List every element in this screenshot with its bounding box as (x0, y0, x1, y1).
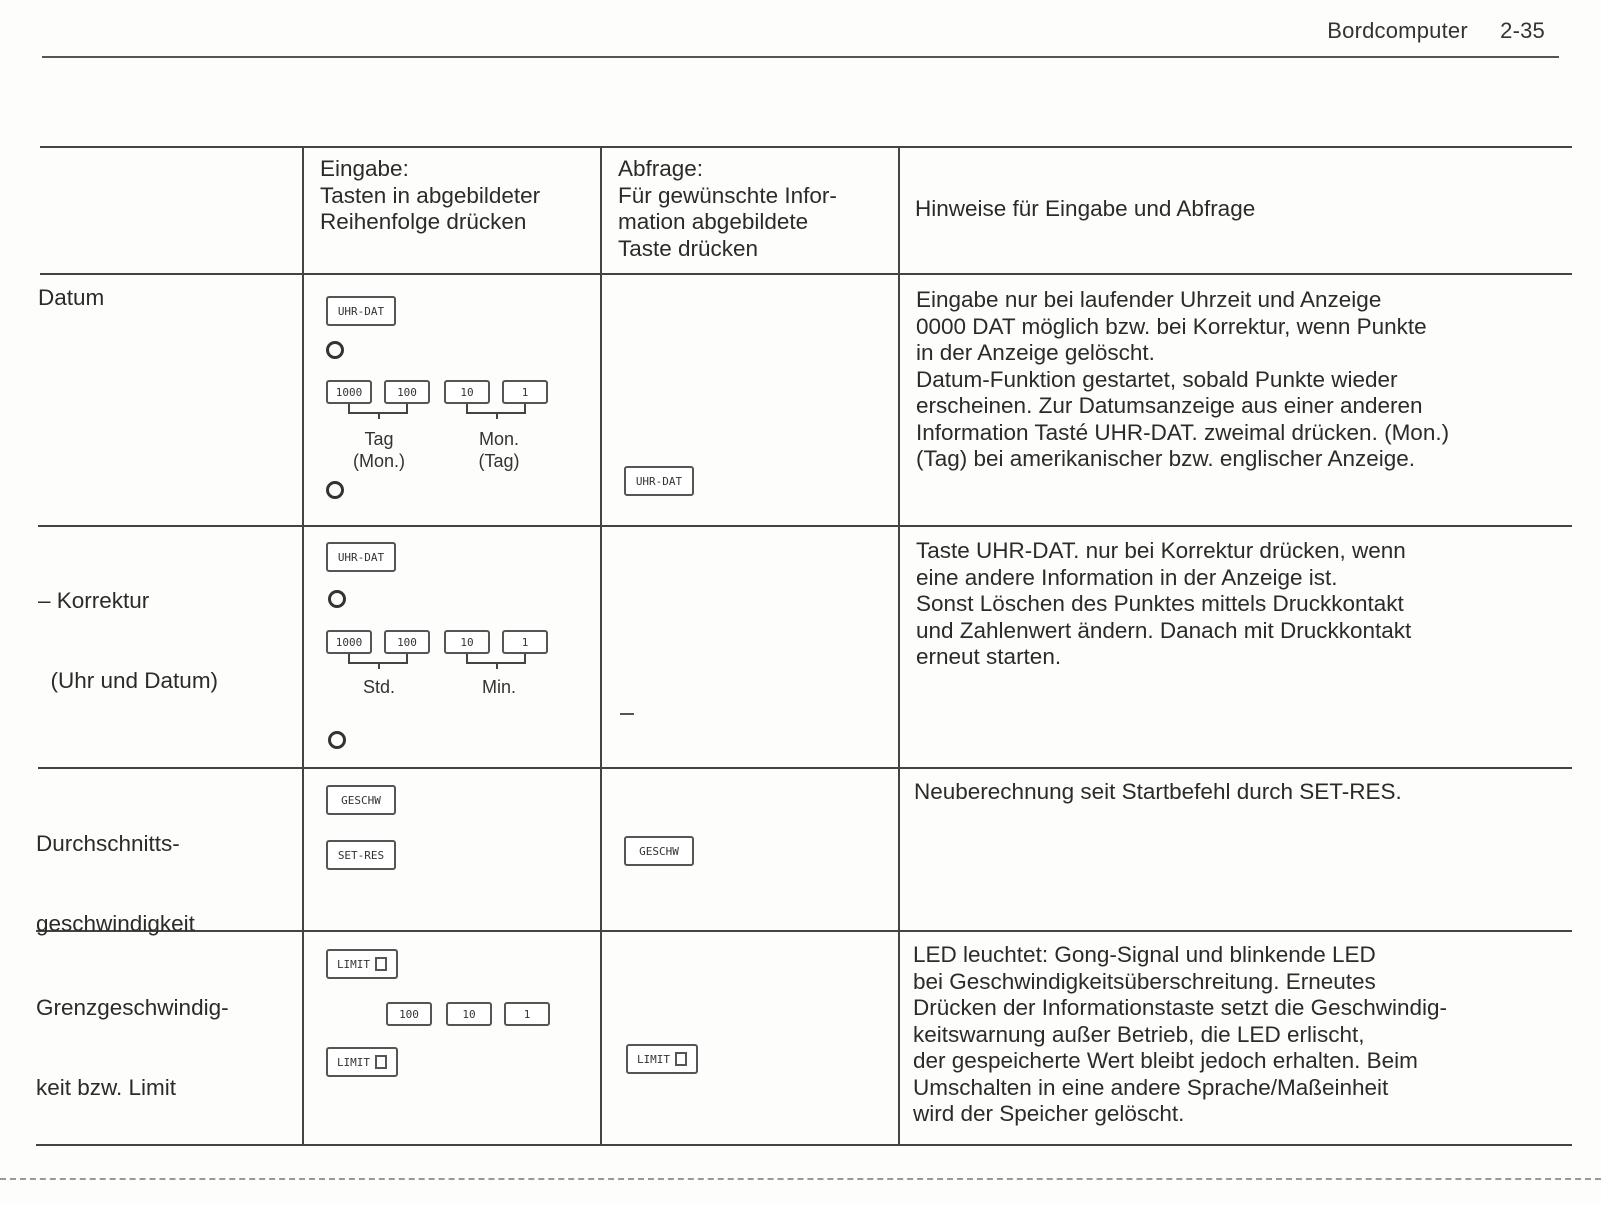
note-line: LED leuchtet: Gong-Signal und blinkende LED (913, 942, 1376, 967)
sub-label-line: Tag (364, 429, 394, 449)
sub-label-line: (Mon.) (352, 451, 405, 471)
key-1000: 1000 (326, 380, 372, 404)
column-rule-1 (302, 146, 304, 1144)
query-header-line: Abfrage: (618, 156, 704, 181)
page-number: 2-35 (1500, 18, 1545, 43)
column-rule-2 (600, 146, 602, 1144)
key-10: 10 (446, 1002, 492, 1026)
key-100: 100 (386, 1002, 432, 1026)
row-rule-2 (38, 767, 1572, 769)
digit-group-brace (466, 654, 526, 664)
key-100: 100 (384, 380, 430, 404)
column-rule-3 (898, 146, 900, 1144)
row-rule-1 (38, 525, 1572, 527)
header-bottom-rule (40, 273, 1572, 275)
note-line: in der Anzeige gelöscht. (916, 340, 1155, 365)
table-top-rule (40, 146, 1572, 148)
section-title: Bordcomputer (1327, 18, 1468, 43)
contact-circle-icon (326, 481, 344, 499)
notes-limit (913, 942, 1447, 1128)
note-line: bei Geschwindigkeitsüberschreitung. Erneutes (913, 968, 1376, 994)
key-1: 1 (504, 1002, 550, 1026)
query-header-line: Taste drücken (618, 235, 759, 261)
led-indicator-icon (375, 957, 387, 971)
row-rule-3 (36, 930, 1572, 932)
page-bottom-edge (0, 1178, 1601, 1180)
note-line: Eingabe nur bei laufender Uhrzeit und Anzeige (916, 287, 1382, 312)
sub-label-minutes: Min. (481, 677, 516, 697)
note-line: Datum-Funktion gestartet, sobald Punkte wieder (916, 366, 1398, 392)
contact-circle-icon (326, 341, 344, 359)
row-label-limit (36, 942, 229, 1154)
note-line: Information Tasté UHR-DAT. zweimal drücken. (Mon.) (916, 419, 1450, 445)
set-res-key: SET-RES (326, 840, 396, 870)
note-line: und Zahlenwert ändern. Danach mit Druckkontakt (916, 617, 1412, 643)
function-table (36, 146, 1572, 1170)
uhr-dat-key: UHR-DAT (326, 296, 396, 326)
query-header-line: Für gewünschte Infor- (618, 182, 837, 208)
row-label-line: – Korrektur (38, 588, 150, 613)
contact-circle-icon (328, 731, 346, 749)
limit-key (326, 949, 398, 979)
limit-key-label: LIMIT (336, 1055, 371, 1069)
notes-average-speed: Neuberechnung seit Startbefehl durch SET-RES. (914, 779, 1402, 804)
notes-datum (916, 287, 1449, 473)
key-1000: 1000 (326, 630, 372, 654)
led-indicator-icon (675, 1052, 687, 1066)
query-uhr-dat-key: UHR-DAT (624, 466, 694, 496)
note-line: der gespeicherte Wert bleibt jedoch erhalten. Beim (913, 1048, 1418, 1073)
column-header-input (320, 156, 540, 236)
page-header (1327, 18, 1545, 44)
query-header-line: mation abgebildete (618, 209, 809, 234)
input-header-line: Tasten in abgebildeter (320, 182, 541, 208)
column-header-notes: Hinweise für Eingabe und Abfrage (915, 196, 1256, 221)
limit-key-label: LIMIT (336, 957, 371, 971)
note-line: Umschalten in eine andere Sprache/Maßeinheit (913, 1074, 1389, 1100)
notes-korrektur (916, 538, 1411, 671)
sub-label-month (464, 428, 534, 472)
limit-key (326, 1047, 398, 1077)
input-header-line: Reihenfolge drücken (320, 209, 527, 234)
note-line: wird der Speicher gelöscht. (913, 1101, 1185, 1126)
note-line: 0000 DAT möglich bzw. bei Korrektur, wenn Punkte (916, 313, 1427, 339)
row-label-line: Durchschnitts- (36, 831, 180, 856)
note-line: erscheinen. Zur Datumsanzeige aus einer anderen (916, 393, 1423, 418)
query-geschw-key: GESCHW (624, 836, 694, 866)
header-rule (42, 56, 1559, 58)
row-label-line: Grenzgeschwindig- (36, 995, 229, 1020)
query-limit-key (626, 1044, 698, 1074)
geschw-key: GESCHW (326, 785, 396, 815)
led-indicator-icon (375, 1055, 387, 1069)
digit-group-brace (348, 404, 408, 414)
row-label-datum: Datum (38, 285, 105, 310)
sub-label-hours: Std. (362, 677, 396, 697)
digit-group-brace (466, 404, 526, 414)
sub-label-day (344, 428, 414, 472)
column-header-query (618, 156, 837, 262)
sub-label-line: (Tag) (478, 451, 520, 471)
note-line: Drücken der Informationstaste setzt die Geschwindig- (913, 995, 1447, 1020)
note-line: Taste UHR-DAT. nur bei Korrektur drücken, wenn (916, 538, 1406, 563)
row-label-line: keit bzw. Limit (36, 1074, 177, 1100)
digit-group-brace (348, 654, 408, 664)
input-header-line: Eingabe: (320, 156, 409, 181)
row-label-line: (Uhr und Datum) (38, 667, 219, 693)
key-100: 100 (384, 630, 430, 654)
note-line: erneut starten. (916, 644, 1062, 669)
no-query-dash (620, 713, 634, 715)
limit-key-label: LIMIT (636, 1052, 671, 1066)
row-label-line: geschwindigkeit (36, 910, 195, 936)
table-bottom-rule (36, 1144, 1572, 1146)
key-10: 10 (444, 630, 490, 654)
note-line: eine andere Information in der Anzeige ist. (916, 564, 1338, 590)
row-label-korrektur (38, 535, 218, 747)
uhr-dat-key: UHR-DAT (326, 542, 396, 572)
note-line: Sonst Löschen des Punktes mittels Druckkontakt (916, 591, 1404, 616)
sub-label-line: Mon. (478, 429, 520, 449)
contact-circle-icon (328, 590, 346, 608)
note-line: (Tag) bei amerikanischer bzw. englischer Anzeige. (916, 446, 1415, 471)
key-10: 10 (444, 380, 490, 404)
key-1: 1 (502, 380, 548, 404)
note-line: keitswarnung außer Betrieb, die LED erlischt, (913, 1021, 1365, 1047)
key-1: 1 (502, 630, 548, 654)
